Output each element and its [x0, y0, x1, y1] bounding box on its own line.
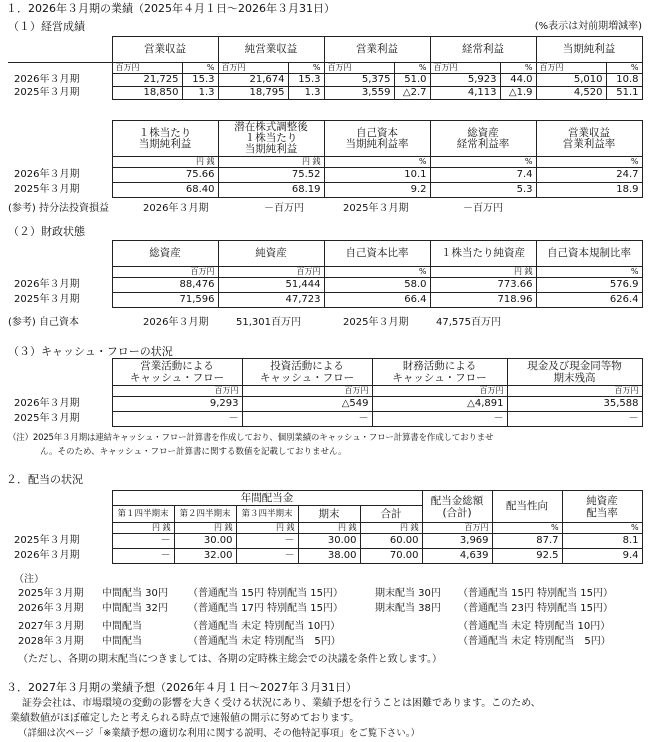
note-year-end-breakdown: （普通配当 未定 特別配当 5円） — [458, 636, 611, 647]
cell: 51,444 — [218, 278, 324, 293]
note-interim: 中間配当 — [102, 636, 142, 647]
cell: 9.2 — [324, 183, 430, 198]
cell: 5,375 — [324, 74, 394, 87]
cell: － — [507, 412, 642, 427]
cell: 10.8 — [606, 74, 642, 87]
unit: 円 銭 — [174, 523, 236, 534]
q3-header: 第３四半期末 — [236, 506, 298, 523]
fin-position-table — [8, 240, 643, 308]
cell: 3,969 — [422, 534, 492, 549]
note-year-end: 期末配当 38円 — [375, 603, 441, 614]
note-period: 2025年３月期 — [18, 588, 84, 599]
ref-period: 2026年３月期 — [143, 317, 209, 328]
cell: 626.4 — [536, 293, 642, 308]
cell: 24.7 — [536, 168, 642, 183]
cell: 5.3 — [430, 183, 536, 198]
note-year-end-breakdown: （普通配当 15円 特別配当 15円） — [458, 588, 613, 599]
unit: 百万円 — [218, 267, 324, 278]
cell: 4,639 — [422, 549, 492, 564]
cell: 718.96 — [430, 293, 536, 308]
eps-header-roa: 総資産 経常利益率 — [430, 121, 536, 157]
row-label: 2026年３月期 — [14, 279, 80, 290]
unit: 円 銭 — [236, 523, 298, 534]
cashflow-note-line2: ん。そのため、キャッシュ・フロー計算書に関する数値を記載しておりません。 — [40, 447, 347, 457]
note-year-end-breakdown: （普通配当 未定 特別配当 10円） — [458, 621, 611, 632]
cell: 51.1 — [606, 87, 642, 100]
dividend-total-header: 配当金総額 (合計) — [422, 491, 492, 523]
row-label: 2026年３月期 — [14, 398, 80, 409]
note-interim: 中間配当 — [102, 621, 142, 632]
note-period: 2028年３月期 — [18, 636, 84, 647]
dividend-on-equity-header: 純資産 配当率 — [562, 491, 642, 523]
cell: 15.3 — [288, 74, 324, 87]
ref-period: 2026年３月期 — [143, 203, 209, 214]
dividend-note-head: （注） — [14, 574, 44, 585]
cell: 8.1 — [562, 534, 642, 549]
fin-header-total-assets: 総資産 — [112, 241, 218, 267]
row-label: 2026年３月期 — [14, 169, 80, 180]
unit: 百万円 — [324, 63, 394, 74]
row-label: 2025年３月期 — [14, 184, 80, 195]
cell: 71,596 — [112, 293, 218, 308]
note-interim-breakdown: （普通配当 15円 特別配当 15円） — [188, 588, 343, 599]
unit: % — [562, 523, 642, 534]
note-interim-breakdown: （普通配当 未定 特別配当 10円） — [188, 621, 341, 632]
cell: 773.66 — [430, 278, 536, 293]
cell: － — [372, 412, 507, 427]
cf-header-cash-balance: 現金及び現金同等物 期末残高 — [507, 359, 642, 386]
unit: 円 銭 — [218, 157, 324, 168]
unit: % — [536, 157, 642, 168]
cashflow-note-line1: （注）2025年３月期は連結キャッシュ・フロー計算書を作成しており、個別業績のキャッシュ・フロー計算書を作成しておりませ — [8, 433, 494, 443]
op-header-operating-income: 営業利益 — [324, 37, 430, 63]
note-interim: 中間配当 32円 — [102, 603, 168, 614]
cell: 58.0 — [324, 278, 430, 293]
unit: 百万円 — [242, 386, 372, 397]
cell: 44.0 — [500, 74, 536, 87]
ref-value: －百万円 — [264, 203, 304, 214]
cell: － — [236, 549, 298, 564]
unit: 百万円 — [430, 63, 500, 74]
cell: 30.00 — [298, 534, 360, 549]
note-period: 2026年３月期 — [18, 603, 84, 614]
cell: － — [112, 549, 174, 564]
dividend-note-tail: （ただし、各期の期末配当につきましては、各期の定時株主総会での決議を条件と致します。） — [18, 654, 442, 665]
cell: － — [112, 412, 242, 427]
row-label: 2025年３月期 — [14, 294, 80, 305]
ref-period: 2025年３月期 — [343, 203, 409, 214]
cell: 38.00 — [298, 549, 360, 564]
cell: 47,723 — [218, 293, 324, 308]
unit: 百万円 — [112, 63, 182, 74]
cell: 70.00 — [360, 549, 422, 564]
annual-dividend-header: 年間配当金 — [112, 491, 422, 506]
note-interim-breakdown: （普通配当 17円 特別配当 15円） — [188, 603, 343, 614]
unit: % — [288, 63, 324, 74]
fin-header-net-assets: 純資産 — [218, 241, 324, 267]
cell: 75.52 — [218, 168, 324, 183]
cell: 4,113 — [430, 87, 500, 100]
note-interim: 中間配当 30円 — [102, 588, 168, 599]
op-header-net-income: 当期純利益 — [536, 37, 642, 63]
cell: 30.00 — [174, 534, 236, 549]
unit: % — [430, 157, 536, 168]
forecast-detail-note: （詳細は次ページ「※業績予想の適切な利用に関する説明、その他特記事項」をご覧下さい。） — [18, 728, 421, 739]
q1-header: 第１四半期末 — [112, 506, 174, 523]
cf-header-operating: 営業活動による キャッシュ・フロー — [112, 359, 242, 386]
row-label: 2025年３月期 — [14, 87, 80, 98]
cell: 3,559 — [324, 87, 394, 100]
unit: 百万円 — [422, 523, 492, 534]
op-header-ordinary-income: 経常利益 — [430, 37, 536, 63]
pct-note: (%表示は対前期増減率) — [534, 21, 642, 32]
cell: △1.9 — [500, 87, 536, 100]
op-results-table — [8, 36, 643, 100]
note-year-end-breakdown: （普通配当 23円 特別配当 15円） — [458, 603, 613, 614]
forecast-paragraph-1: 証券会社は、市場環境の変動の影響を大きく受ける状況にあり、業績予想を行うことは困難であります。このため、 — [22, 698, 541, 709]
year-end-header: 期末 — [298, 506, 360, 523]
cell: 60.00 — [360, 534, 422, 549]
unit: 円 銭 — [430, 267, 536, 278]
cell: 68.19 — [218, 183, 324, 198]
fin-position-title: （２）財政状態 — [8, 225, 85, 238]
op-header-net-revenue: 純営業収益 — [218, 37, 324, 63]
unit: 百万円 — [112, 267, 218, 278]
cell: 5,010 — [536, 74, 606, 87]
cell: 68.40 — [112, 183, 218, 198]
cell: － — [112, 534, 174, 549]
payout-ratio-header: 配当性向 — [492, 491, 562, 523]
cell: － — [236, 534, 298, 549]
cell: 66.4 — [324, 293, 430, 308]
cell: 87.7 — [492, 534, 562, 549]
cell: 15.3 — [182, 74, 218, 87]
cell: － — [242, 412, 372, 427]
ref-value: 51,301百万円 — [236, 317, 301, 328]
cell: 21,674 — [218, 74, 288, 87]
fin-header-bps: １株当たり純資産 — [430, 241, 536, 267]
ref-label: (参考) 持分法投資損益 — [8, 203, 109, 214]
cell: 92.5 — [492, 549, 562, 564]
cell: 75.66 — [112, 168, 218, 183]
unit: 円 銭 — [298, 523, 360, 534]
eps-header-margin: 営業収益 営業利益率 — [536, 121, 642, 157]
cell: 18,850 — [112, 87, 182, 100]
op-header-revenue: 営業収益 — [112, 37, 218, 63]
cell: 1.3 — [182, 87, 218, 100]
cell: △2.7 — [394, 87, 430, 100]
cf-header-investing: 投資活動による キャッシュ・フロー — [242, 359, 372, 386]
cell: 18,795 — [218, 87, 288, 100]
section3-title: ３．2027年３月期の業績予想（2026年４月１日～2027年３月31日） — [6, 681, 357, 694]
cell: 576.9 — [536, 278, 642, 293]
cell: 9,293 — [112, 397, 242, 412]
unit: 百万円 — [112, 386, 242, 397]
unit: % — [606, 63, 642, 74]
unit: 円 銭 — [360, 523, 422, 534]
unit: % — [182, 63, 218, 74]
section2-title: ２．配当の状況 — [6, 473, 83, 486]
unit: % — [492, 523, 562, 534]
row-label: 2025年３月期 — [14, 413, 80, 424]
cell: 21,725 — [112, 74, 182, 87]
fin-header-equity-ratio: 自己資本比率 — [324, 241, 430, 267]
cell: 88,476 — [112, 278, 218, 293]
unit: % — [536, 267, 642, 278]
cell: 18.9 — [536, 183, 642, 198]
cell: 9.4 — [562, 549, 642, 564]
cell: 1.3 — [288, 87, 324, 100]
cell: 10.1 — [324, 168, 430, 183]
unit: % — [394, 63, 430, 74]
cell: 5,923 — [430, 74, 500, 87]
cell: 32.00 — [174, 549, 236, 564]
cell: 7.4 — [430, 168, 536, 183]
cf-header-financing: 財務活動による キャッシュ・フロー — [372, 359, 507, 386]
cell: 4,520 — [536, 87, 606, 100]
dividend-table — [8, 490, 643, 564]
cashflow-table — [8, 358, 643, 427]
cell: 35,588 — [507, 397, 642, 412]
eps-header-roe: 自己資本 当期純利益率 — [324, 121, 430, 157]
ref-value: 47,575百万円 — [436, 317, 501, 328]
unit: 百万円 — [507, 386, 642, 397]
row-label: 2026年３月期 — [14, 550, 80, 561]
eps-header-diluted-eps: 潜在株式調整後 １株当たり 当期純利益 — [218, 121, 324, 157]
unit: % — [500, 63, 536, 74]
note-year-end: 期末配当 30円 — [375, 588, 441, 599]
unit: 円 銭 — [112, 157, 218, 168]
equity-ref-label: (参考) 自己資本 — [8, 317, 79, 328]
unit: 百万円 — [218, 63, 288, 74]
fin-header-capital-ratio: 自己資本規制比率 — [536, 241, 642, 267]
op-results-title: （１）経営成績 — [8, 20, 85, 33]
cell: 51.0 — [394, 74, 430, 87]
ref-value: －百万円 — [463, 203, 503, 214]
cashflow-title: （３）キャッシュ・フローの状況 — [8, 345, 173, 358]
unit: % — [324, 157, 430, 168]
cell: △549 — [242, 397, 372, 412]
cell: △4,891 — [372, 397, 507, 412]
row-label: 2026年３月期 — [14, 74, 80, 85]
forecast-paragraph-2: 業績数値がほぼ確定したと考えられる時点で速報値の開示に努めております。 — [10, 713, 360, 724]
eps-header-eps: １株当たり 当期純利益 — [112, 121, 218, 157]
total-header: 合計 — [360, 506, 422, 523]
unit: 円 銭 — [112, 523, 174, 534]
unit: % — [324, 267, 430, 278]
note-interim-breakdown: （普通配当 未定 特別配当 5円） — [188, 636, 341, 647]
section1-title: １．2026年３月期の業績（2025年４月１日～2026年３月31日） — [6, 2, 335, 15]
unit: 百万円 — [536, 63, 606, 74]
note-period: 2027年３月期 — [18, 621, 84, 632]
equity-method-ref — [8, 203, 109, 215]
unit: 百万円 — [372, 386, 507, 397]
ref-period: 2025年３月期 — [343, 317, 409, 328]
row-label: 2025年３月期 — [14, 535, 80, 546]
eps-table — [8, 120, 643, 198]
q2-header: 第２四半期末 — [174, 506, 236, 523]
